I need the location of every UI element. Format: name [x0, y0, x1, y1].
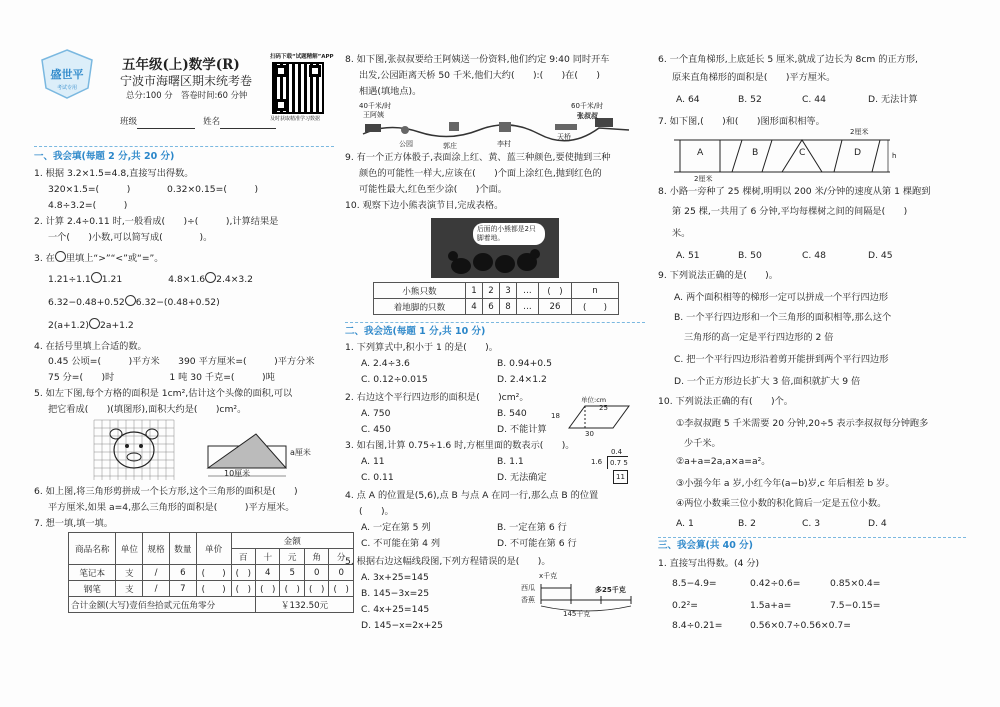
table-cell[interactable]: ( ) [256, 581, 280, 597]
route-left-name: 王阿姨 [363, 111, 384, 119]
q8-text: 8. 如下图,张叔叔要给王阿姨送一份资料,他们约定 9:40 同时开车 [345, 54, 610, 65]
q1-text: 1. 根据 3.2×1.5=4.8,直接写出得数。 [34, 168, 194, 179]
c5-option-b[interactable]: B. 145−3x=25 [361, 588, 430, 599]
division-divisor: 1.6 [591, 458, 603, 466]
fig-height-label: a厘米 [290, 448, 311, 457]
c2-option-c[interactable]: C. 450 [361, 424, 391, 435]
division-dividend: 0.7 5 [607, 456, 628, 469]
c4-question-2: ( )。 [359, 506, 394, 517]
q10-text: 10. 观察下边小熊表演节目,完成表格。 [345, 200, 504, 211]
grid-head-figure [94, 420, 174, 482]
column-middle [345, 0, 645, 707]
qr-code-icon [272, 62, 324, 114]
q8-text-2: 出发,公园距离天桥 50 千米,他们大约( ):( )在( ) [359, 70, 600, 81]
c6-question: 6. 一个直角梯形,上底延长 5 厘米,就成了边长为 8cm 的正方形, [658, 54, 918, 65]
q8-text-3: 相遇(填地点)。 [359, 86, 422, 97]
divider [658, 537, 966, 538]
c9-option-b[interactable]: B. 一个平行四边形和一个三角形的面积相等,那么这个 [674, 312, 892, 323]
c10-item-1: ①李叔叔跑 5 千米需要 20 分钟,20÷5 表示李叔叔每分钟跑多 [676, 418, 929, 429]
table-cell: 7 [169, 581, 196, 597]
logo-text: 盛世平 [50, 68, 84, 81]
c10-option-b[interactable]: B. 2 [738, 518, 756, 529]
c3-option-b[interactable]: B. 1.1 [497, 456, 524, 467]
para-b: 18 [551, 412, 560, 420]
table-cell[interactable]: ( ) [304, 581, 328, 597]
c2-option-b[interactable]: B. 540 [497, 408, 527, 419]
route-right-name: 张叔叔 [577, 112, 598, 120]
q3-text: 3. 在 里填上“>”“<”或“=”。 [34, 253, 164, 264]
logo-sub: 考试专用 [56, 85, 78, 91]
table-cell[interactable]: ( ) [231, 581, 255, 597]
table-cell[interactable]: ( ) [231, 565, 255, 581]
name-label: 姓名 [203, 117, 221, 127]
route-p3: 李村 [497, 140, 511, 148]
c7-question: 7. 如下图,( )和( )图形面积相等。 [658, 116, 825, 127]
c4-question: 4. 点 A 的位置是(5,6),点 B 与点 A 在同一行,那么点 B 的位置 [345, 490, 599, 501]
table-header: 单价 [196, 533, 231, 565]
c3-option-c[interactable]: C. 0.11 [361, 472, 394, 483]
c4-option-d[interactable]: D. 不可能在第 6 行 [497, 538, 577, 549]
table-cell: / [143, 565, 170, 581]
c2-option-d[interactable]: D. 不能计算 [497, 424, 547, 435]
q4-text: 4. 在括号里填上合适的数。 [34, 341, 147, 352]
exam-title: 宁波市海曙区期末统考卷 [120, 74, 253, 88]
c10-item-4: ④两位小数乘三位小数的积化简后一定是五位小数。 [676, 498, 887, 509]
c9-option-d[interactable]: D. 一个正方形边长扩大 3 倍,面积就扩大 9 倍 [674, 376, 861, 387]
table-header: 规格 [143, 533, 170, 565]
total-label: 合计金额(大写)壹佰叁拾贰元伍角零分 [69, 597, 256, 613]
c10-item-2: ②a+a=2a,a×a=a²。 [676, 456, 771, 467]
route-left-speed: 40千米/时 [359, 102, 392, 110]
c6-option-a[interactable]: A. 64 [676, 94, 700, 105]
q3-row1: 1.21÷1.1 1.21 4.8×1.6 2.4×3.2 [48, 274, 254, 285]
table-cell[interactable]: ( ) [539, 283, 572, 299]
c1-question: 1. 下列算式中,积小于 1 的是( )。 [345, 342, 498, 353]
c10-question: 10. 下列说法正确的有( )个。 [658, 396, 793, 407]
column-right [658, 0, 966, 707]
c8-question-3: 米。 [672, 228, 691, 239]
calc-item[interactable]: 0.56×0.7÷0.56×0.7= [750, 620, 851, 631]
c1-option-a[interactable]: A. 2.4÷3.6 [361, 358, 410, 369]
c9-option-b-2: 三角形的高一定是平行四边形的 2 倍 [684, 332, 834, 343]
section-1-title: 一、我会填(每题 2 分,共 20 分) [34, 151, 175, 162]
table-header: 元 [280, 549, 304, 565]
table-cell: 4 [256, 565, 280, 581]
c8-option-d[interactable]: D. 45 [868, 250, 893, 261]
table-cell: 着地脚的只数 [374, 299, 466, 315]
app-line: 扫码下载“试题精解”APP [270, 54, 334, 60]
bear-table [373, 282, 619, 315]
route-p2: 郭庄 [443, 142, 457, 150]
c10-option-c[interactable]: C. 3 [802, 518, 821, 529]
bear-bubble: 后面的小熊都是2只脚着地。 [473, 223, 545, 245]
table-cell: 支 [116, 581, 143, 597]
route-right-speed: 60千米/时 [571, 102, 604, 110]
c9-option-c[interactable]: C. 把一个平行四边形沿着剪开能拼到两个平行四边形 [674, 354, 889, 365]
c8-option-a[interactable]: A. 51 [676, 250, 700, 261]
table-cell: 笔记本 [69, 565, 116, 581]
c6-option-c[interactable]: C. 44 [802, 94, 826, 105]
shape-top-width: 2厘米 [850, 128, 869, 136]
c1-option-d[interactable]: D. 2.4×1.2 [497, 374, 547, 385]
table-cell: 6 [482, 299, 499, 315]
division-box: 11 [613, 470, 628, 484]
c8-question: 8. 小路一旁种了 25 棵树,明明以 200 米/分钟的速度从第 1 棵跑到 [658, 186, 931, 197]
compare-circle-4[interactable] [89, 318, 100, 329]
table-header-row [69, 533, 354, 549]
q5-text-2: 把它看成( )(填图形),面积大约是( )cm²。 [48, 404, 247, 415]
table-cell[interactable]: ( ) [196, 565, 231, 581]
c3-option-a[interactable]: A. 11 [361, 456, 385, 467]
c6-question-2: 原来直角梯形的面积是( )平方厘米。 [672, 72, 836, 83]
table-cell: 支 [116, 565, 143, 581]
table-cell: 0 [304, 565, 328, 581]
table-cell: … [516, 299, 538, 315]
grade-title: 五年级(上)数学(R) [122, 57, 240, 73]
c4-option-b[interactable]: B. 一定在第 6 行 [497, 522, 567, 533]
q6-text: 6. 如上图,将三角形剪拼成一个长方形,这个三角形的面积是( ) [34, 486, 298, 497]
shape-c-label: C [799, 147, 806, 158]
q1-a: 320×1.5=( ) 0.32×0.15=( ) [48, 184, 259, 195]
table-cell: 4 [465, 299, 482, 315]
q2-text-2: 一个( )小数,可以简写成( )。 [48, 232, 213, 243]
table-cell: 2 [482, 283, 499, 299]
calc-item[interactable]: 0.85×0.4= [830, 578, 881, 589]
seg-top: 西瓜 [521, 584, 535, 592]
table-row [69, 597, 354, 613]
c10-item-3: ③小强今年 a 岁,小红今年(a−b)岁,c 年后相差 b 岁。 [676, 478, 895, 489]
divider [34, 146, 334, 147]
table-header: 角 [304, 549, 328, 565]
compare-circle-2[interactable] [205, 272, 216, 283]
para-a: 25 [599, 404, 608, 412]
division-quotient: 0.4 [611, 448, 623, 456]
table-cell: / [143, 581, 170, 597]
section-3-title: 三、我会算(共 40 分) [658, 540, 754, 551]
q9-text-2: 颜色的可能性一样大,应该在( )个面上涂红色,抛到红色的 [359, 168, 602, 179]
table-header: 百 [231, 549, 255, 565]
table-cell: n [572, 283, 619, 299]
c1-option-b[interactable]: B. 0.94+0.5 [497, 358, 552, 369]
section-2-title: 二、我会选(每题 1 分,共 10 分) [345, 326, 486, 337]
c4-option-a[interactable]: A. 一定在第 5 列 [361, 522, 431, 533]
calc-item[interactable]: 8.4÷0.21= [672, 620, 723, 631]
shape-bottom-width: 2厘米 [694, 175, 713, 183]
table-cell: 8 [499, 299, 516, 315]
q6-text-2: 平方厘米,如果 a=4,那么三角形的面积是( )平方厘米。 [48, 502, 295, 513]
name-field[interactable] [220, 116, 276, 129]
table-header: 商品名称 [69, 533, 116, 565]
q1-b: 4.8÷3.2=( ) [48, 200, 128, 211]
table-cell[interactable]: ( ) [280, 581, 304, 597]
c2-question: 2. 右边这个平行四边形的面积是( )cm²。 [345, 392, 529, 403]
calc-item[interactable]: 0.2²= [672, 600, 698, 611]
class-field[interactable] [137, 116, 195, 129]
q3-row3: 2(a+1.2) 2a+1.2 [48, 320, 134, 331]
c9-question: 9. 下列说法正确的是( )。 [658, 270, 778, 281]
c2-option-a[interactable]: A. 750 [361, 408, 391, 419]
para-unit: 单位:cm [581, 396, 607, 404]
table-cell: 小熊只数 [374, 283, 466, 299]
logo-badge-icon [38, 48, 96, 100]
table-cell: … [516, 283, 538, 299]
table-cell: 钢笔 [69, 581, 116, 597]
table-cell: 26 [539, 299, 572, 315]
invoice-table [68, 532, 354, 613]
table-header: 单位 [116, 533, 143, 565]
compare-circle-3[interactable] [125, 295, 136, 306]
bear-photo [431, 218, 559, 278]
para-c: 30 [585, 430, 594, 438]
area-shapes-figure [674, 134, 904, 178]
c8-option-c[interactable]: C. 48 [802, 250, 826, 261]
seg-more: 多25千克 [595, 586, 626, 594]
table-header: 十 [256, 549, 280, 565]
table-cell: 0 [329, 565, 354, 581]
calc-title: 1. 直接写出得数。(4 分) [658, 558, 760, 569]
column-left [34, 0, 349, 707]
compare-circle-icon [55, 251, 66, 262]
c5-option-c[interactable]: C. 4x+25=145 [361, 604, 430, 615]
calc-item[interactable]: 0.42÷0.6= [750, 578, 801, 589]
seg-bottom: 香蕉 [521, 596, 535, 604]
c5-option-a[interactable]: A. 3x+25=145 [361, 572, 429, 583]
shape-a-label: A [697, 147, 704, 158]
route-p4: 天桥 [557, 133, 571, 141]
calc-item[interactable]: 7.5−0.15= [830, 600, 881, 611]
c3-option-d[interactable]: D. 无法确定 [497, 472, 547, 483]
q3-row2: 6.32−0.48+0.52 6.32−(0.48+0.52) [48, 297, 220, 308]
route-p1: 公园 [399, 140, 413, 148]
q2-text: 2. 计算 2.4÷0.11 时,一般看成( )÷( ),计算结果是 [34, 216, 279, 227]
table-row [374, 283, 619, 299]
table-header: 金额 [231, 533, 353, 549]
table-cell: 1 [465, 283, 482, 299]
table-row [69, 581, 354, 597]
c8-option-b[interactable]: B. 50 [738, 250, 762, 261]
table-cell[interactable]: ( ) [196, 581, 231, 597]
shape-height: h [892, 152, 897, 160]
c10-item-1b: 少千米。 [684, 438, 721, 449]
c10-option-d[interactable]: D. 4 [868, 518, 887, 529]
c3-question: 3. 如右图,计算 0.75÷1.6 时,方框里面的数表示( )。 [345, 440, 575, 451]
class-label: 班级 [120, 117, 138, 127]
c9-option-a[interactable]: A. 两个面积相等的梯形一定可以拼成一个平行四边形 [674, 292, 889, 303]
calc-item[interactable]: 8.5−4.9= [672, 578, 717, 589]
table-row [69, 565, 354, 581]
qr-caption: 及时获取精准学习数据 [270, 116, 321, 122]
table-header: 分 [329, 549, 354, 565]
q7-text: 7. 想一填,填一填。 [34, 518, 113, 529]
fig-width-label: 10厘米 [224, 469, 251, 478]
c5-question: 5. 根据右边这幅线段图,下列方程错误的是( )。 [345, 556, 551, 567]
c6-option-b[interactable]: B. 52 [738, 94, 762, 105]
table-cell[interactable]: ( ) [572, 299, 619, 315]
shape-d-label: D [854, 147, 862, 158]
table-cell: 3 [499, 283, 516, 299]
q5-text: 5. 如左下图,每个方格的面积是 1cm²,估计这个头像的面积,可以 [34, 388, 293, 399]
q9-text: 9. 有一个正方体骰子,表面涂上红、黄、蓝三种颜色,要使抛到三种 [345, 152, 611, 163]
q4-b: 75 分=( )时 1 吨 30 千克=( )吨 [48, 372, 275, 383]
table-cell[interactable]: ( ) [329, 581, 354, 597]
table-header: 数量 [169, 533, 196, 565]
divider [345, 322, 645, 323]
c5-option-d[interactable]: D. 145−x=2x+25 [361, 620, 443, 631]
table-row [374, 299, 619, 315]
q9-text-3: 可能性最大,红色至少涂( )个面。 [359, 184, 507, 195]
calc-item[interactable]: 1.5a+a= [750, 600, 792, 611]
c8-question-2: 第 25 棵,一共用了 6 分钟,平均每棵树之间的间隔是( ) [672, 206, 908, 217]
shape-b-label: B [752, 147, 759, 158]
score-time: 总分:100 分 答卷时间:60 分钟 [126, 90, 248, 100]
c1-option-c[interactable]: C. 0.12÷0.015 [361, 374, 428, 385]
c4-option-c[interactable]: C. 不可能在第 4 列 [361, 538, 441, 549]
q4-a: 0.45 公顷=( )平方米 390 平方厘米=( )平方分米 [48, 356, 315, 367]
c10-option-a[interactable]: A. 1 [676, 518, 694, 529]
seg-total: 145千克 [563, 610, 591, 618]
table-cell: 5 [280, 565, 304, 581]
total-value: ￥132.50元 [256, 597, 354, 613]
c6-option-d[interactable]: D. 无法计算 [868, 94, 918, 105]
compare-circle-1[interactable] [91, 272, 102, 283]
table-cell: 6 [169, 565, 196, 581]
seg-x: x千克 [539, 572, 558, 580]
